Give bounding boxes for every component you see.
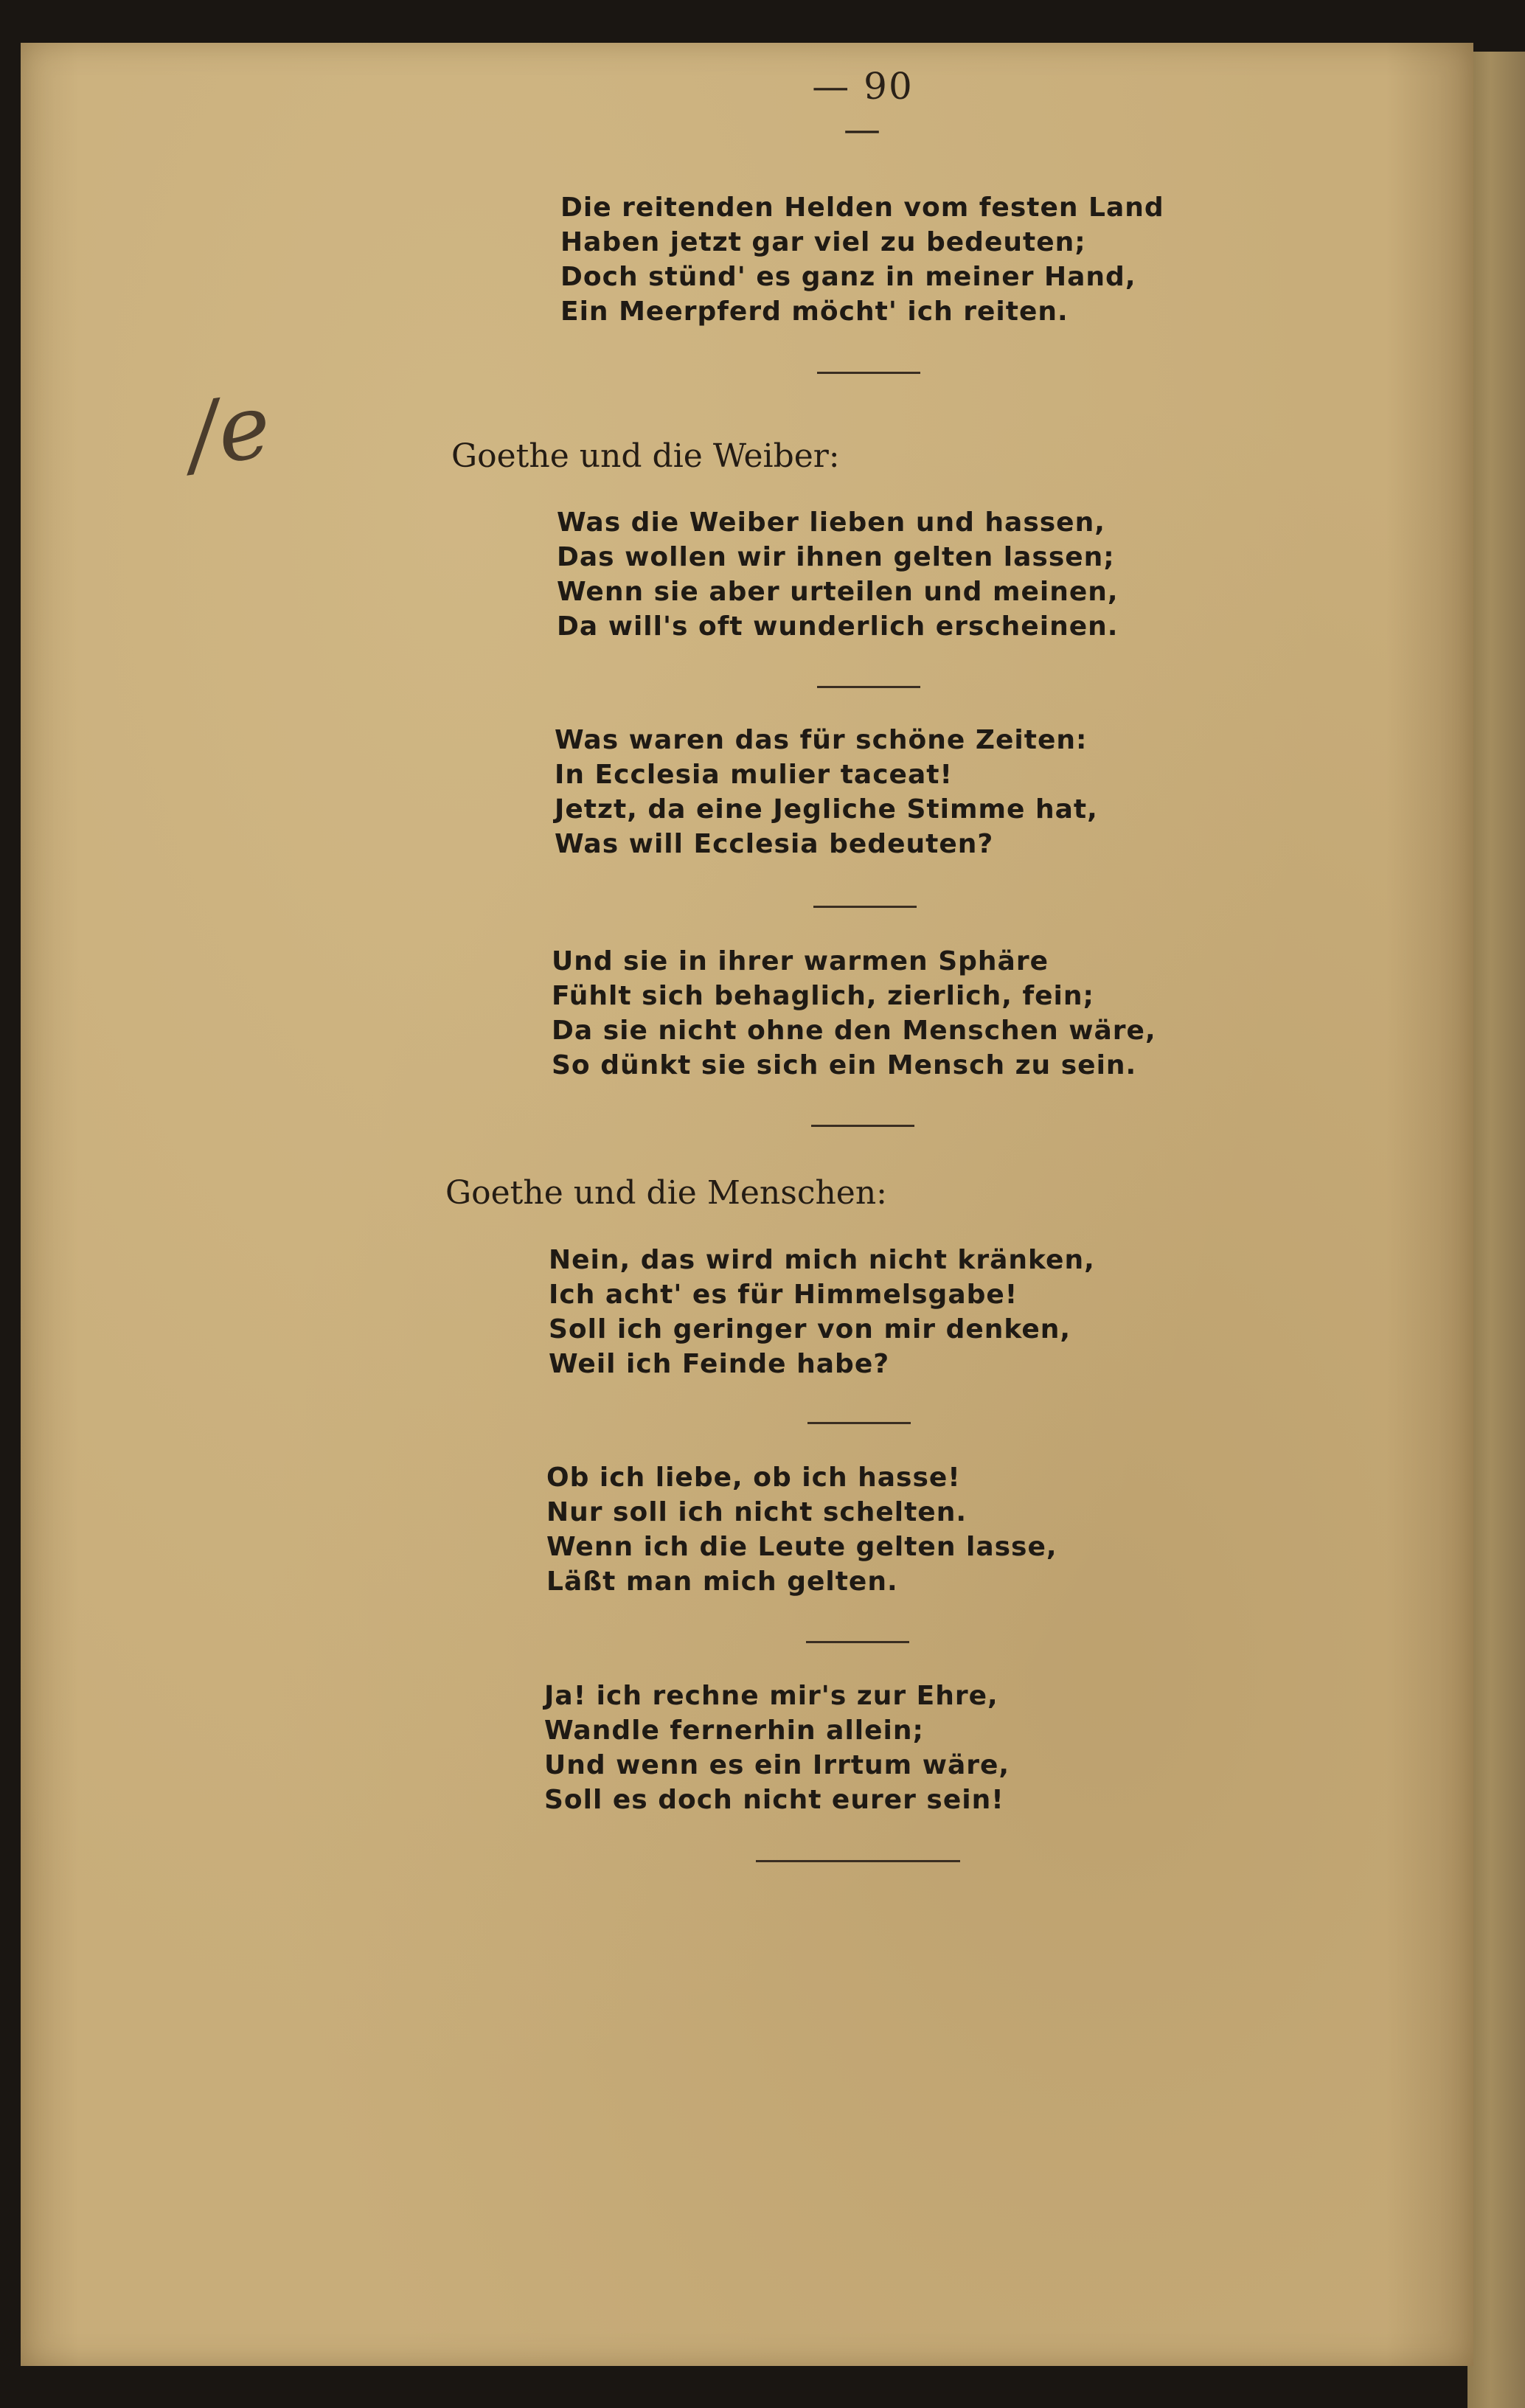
section-heading: Goethe und die Weiber: [451,437,840,475]
section-divider [811,1125,914,1127]
stanza-2 [557,505,1119,644]
stanza-line: Läßt man mich gelten. [546,1566,898,1597]
stanza-line: Das wollen wir ihnen gelten lassen; [557,542,1115,572]
section-divider [813,906,917,908]
stanza-line: Ob ich liebe, ob ich hasse! [546,1463,961,1493]
stanza-line: Ein Meerpferd möcht' ich reiten. [560,296,1069,327]
stanza-line: Da will's oft wunderlich erscheinen. [557,611,1119,642]
section-divider [806,1641,909,1643]
end-divider [756,1860,960,1862]
stanza-line: Was die Weiber lieben und hassen, [557,507,1105,538]
stanza-line: Wenn ich die Leute gelten lasse, [546,1532,1057,1562]
adjacent-page-edge [1467,52,1525,2408]
stanza-line: Nein, das wird mich nicht kränken, [549,1245,1095,1275]
handwritten-margin-note: /e [181,374,277,488]
stanza-line: Und wenn es ein Irrtum wäre, [544,1750,1010,1780]
stanza-4 [552,944,1156,1083]
stanza-5 [549,1243,1095,1381]
stanza-line: So dünkt sie sich ein Mensch zu sein. [552,1050,1137,1080]
stanza-line: In Ecclesia mulier taceat! [555,760,953,790]
page-number: — 90 — [812,65,914,150]
section-divider [817,372,920,374]
stanza-line: Wenn sie aber urteilen und meinen, [557,577,1119,607]
section-divider [817,686,920,688]
stanza-line: Wandle fernerhin allein; [544,1715,924,1746]
stanza-line: Ja! ich rechne mir's zur Ehre, [544,1681,998,1711]
stanza-line: Was will Ecclesia bedeuten? [555,829,994,859]
stanza-line: Was waren das für schöne Zeiten: [555,725,1088,755]
stanza-line: Und sie in ihrer warmen Sphäre [552,946,1049,976]
stanza-line: Doch stünd' es ganz in meiner Hand, [560,262,1136,292]
stanza-6 [546,1460,1057,1599]
stanza-line: Soll es doch nicht eurer sein! [544,1785,1004,1815]
stanza-line: Haben jetzt gar viel zu bedeuten; [560,227,1086,257]
stanza-1 [560,190,1164,329]
stanza-line: Soll ich geringer von mir denken, [549,1314,1071,1344]
stanza-line: Fühlt sich behaglich, zierlich, fein; [552,981,1094,1011]
stanza-line: Nur soll ich nicht schelten. [546,1497,968,1527]
stanza-3 [555,723,1098,861]
section-heading: Goethe und die Menschen: [445,1174,888,1212]
stanza-line: Da sie nicht ohne den Menschen wäre, [552,1016,1156,1046]
stanza-line: Weil ich Feinde habe? [549,1349,890,1379]
stanza-line: Die reitenden Helden vom festen Land [560,192,1164,223]
stanza-7 [544,1679,1010,1817]
section-divider [807,1422,911,1424]
stanza-line: Jetzt, da eine Jegliche Stimme hat, [555,794,1098,825]
stanza-line: Ich acht' es für Himmelsgabe! [549,1280,1018,1310]
